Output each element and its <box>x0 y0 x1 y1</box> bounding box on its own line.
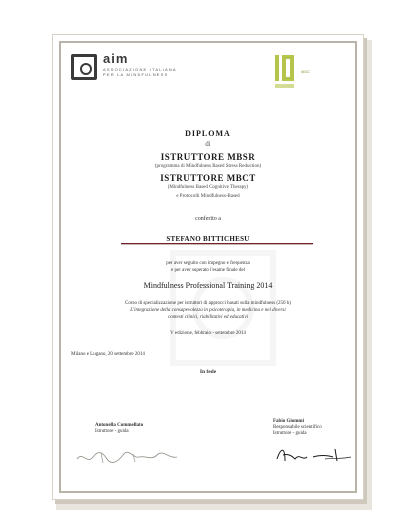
protocols-line: e Protocolli Mindfulness-Based <box>176 194 240 199</box>
mbsr-subtitle: (programma di Mindfulness Based Stress Reduction) <box>154 164 262 169</box>
conditions-text <box>61 260 355 274</box>
recipient-rule <box>121 243 313 245</box>
aim-logo-subtitle: ASSOCIAZIONE ITALIANA PER LA MINDFULNESS <box>103 67 177 77</box>
aim-logo-name: aim <box>103 51 129 66</box>
diploma-di: di <box>205 140 211 148</box>
idc-logo <box>273 53 357 97</box>
idc-logo-mark-icon <box>273 53 299 93</box>
mbct-title: ISTRUTTORE MBCT <box>160 173 256 183</box>
conditions-line-2: e per aver superato l'esame finale del <box>171 268 245 273</box>
edition-line: V edizione, febbraio - settembre 2014 <box>170 331 246 336</box>
certificate <box>52 34 364 500</box>
course-description <box>61 300 355 321</box>
signatory-right-name: Fabio Giommi <box>273 419 304 424</box>
signatory-left <box>95 423 143 435</box>
conferito-label: conferito a <box>195 216 221 222</box>
mbsr-title: ISTRUTTORE MBSR <box>160 152 256 162</box>
signatory-left-name: Antonella Commellato <box>95 423 144 428</box>
in-fede-label: In fede <box>199 369 217 375</box>
signature-right-icon <box>273 443 353 467</box>
conditions-line-1: per aver seguito con impegno e frequenza <box>166 261 250 266</box>
signatory-right <box>273 419 322 437</box>
diploma-title: DIPLOMA <box>185 129 231 138</box>
signatory-right-role-1: Responsabile scientifico <box>273 425 322 430</box>
course-desc-line-2: L'integrazione della consapevolezza in psicoterapia, in medicina e nei diversi <box>130 308 286 313</box>
recipient-name: STEFANO BITTICHESU <box>166 235 250 243</box>
aim-logo-mark-icon <box>71 54 97 80</box>
idc-logo-tagline: #IDC <box>301 69 311 74</box>
place-date: Milano e Lugano, 20 settembre 2014 <box>71 352 145 357</box>
mbct-subtitle: (Mindfulness Based Cognitive Therapy) <box>167 185 249 190</box>
certificate-frame <box>59 41 357 493</box>
course-title: Mindfulness Professional Training 2014 <box>143 281 273 290</box>
signatory-left-role: Istruttore - guida <box>95 429 129 434</box>
course-desc-line-1: Corso di specializzazione per istruttori di approcci basati sulla mindfulness (250 h) <box>125 301 291 306</box>
course-desc-line-3: contesti clinici, riabilitativi ed educativi <box>167 315 249 320</box>
aim-logo <box>71 51 181 94</box>
signatory-right-role-2: Istruttore - guida <box>273 431 307 436</box>
signature-left-icon <box>73 445 183 469</box>
